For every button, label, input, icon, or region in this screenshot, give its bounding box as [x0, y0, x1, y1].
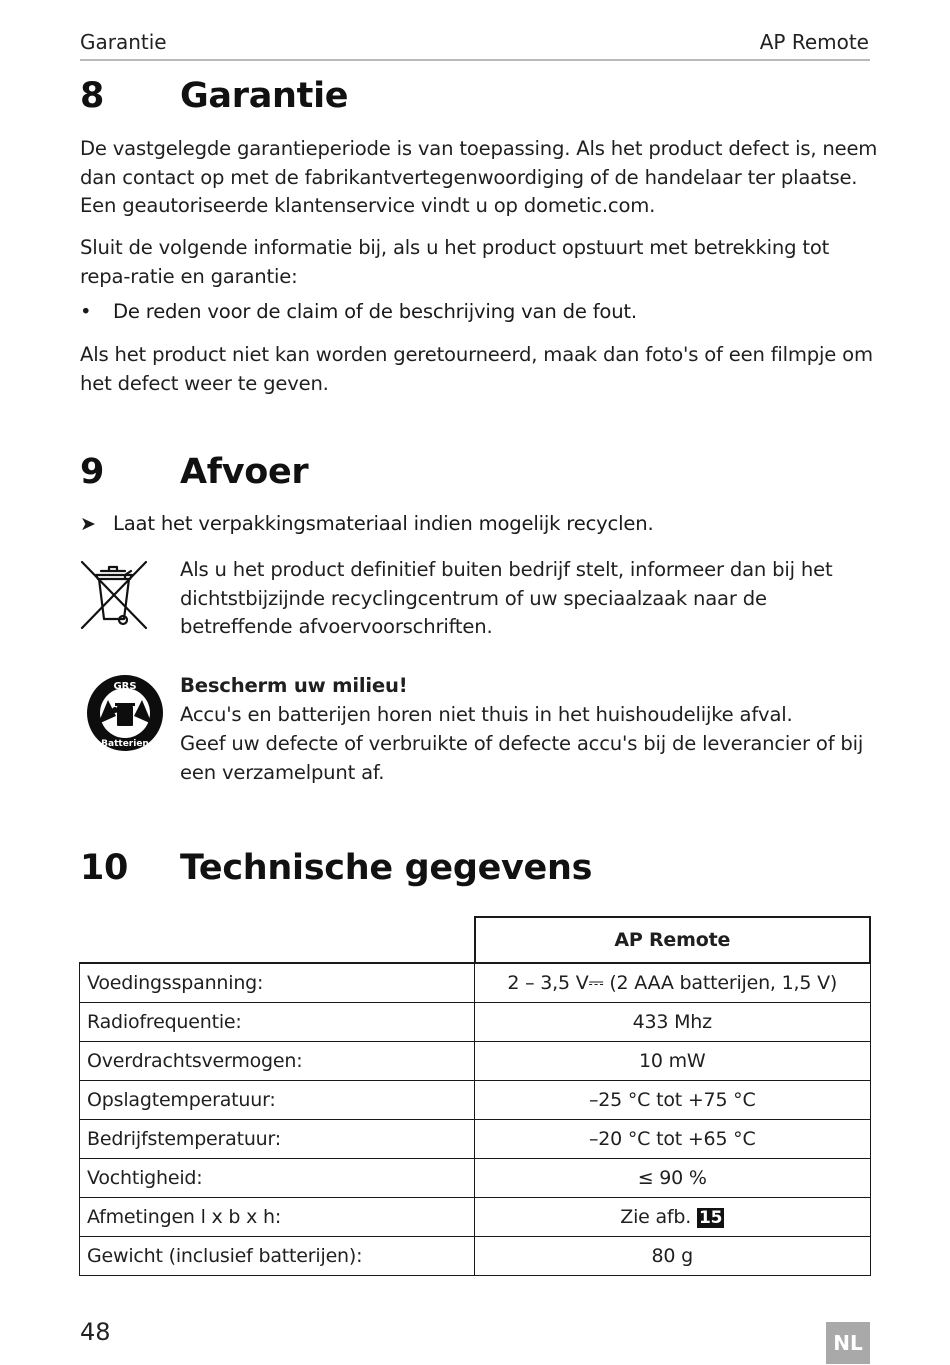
crossed-out-wheelie-bin-icon	[79, 559, 149, 631]
table-value: 433 Mhz	[475, 1003, 871, 1042]
table-value: –20 °C tot +65 °C	[475, 1120, 871, 1159]
table-value: ≤ 90 %	[475, 1159, 871, 1198]
table-row	[80, 1198, 871, 1237]
table-value: Zie afb.	[620, 1206, 692, 1228]
table-label: Overdrachtsvermogen:	[80, 1042, 475, 1081]
table-row	[80, 1120, 871, 1159]
table-row	[80, 1003, 871, 1042]
language-tab: NL	[826, 1322, 870, 1364]
instruction-item: Laat het verpakkingsmateriaal indien mogelijk recyclen.	[113, 512, 654, 535]
table-value-cell	[475, 1198, 871, 1237]
table-corner-cell	[80, 917, 475, 963]
table-label: Bedrijfstemperatuur:	[80, 1120, 475, 1159]
paragraph: De vastgelegde garantieperiode is van toepassing. Als het product defect is, neem dan contact op met de fabrikantvertegenwoordiging of de handelaar ter plaatse. Een geautoriseerde klantenservice vindt u op dometic.com.	[80, 137, 878, 217]
figure-reference-badge: 15	[698, 1208, 723, 1228]
table-row	[80, 1237, 871, 1276]
section-number: 10	[80, 848, 129, 888]
table-row	[80, 963, 871, 1003]
table-label: Voedingsspanning:	[80, 963, 475, 1003]
table-header-model: AP Remote	[475, 917, 871, 963]
paragraph: Als het product niet kan worden geretourneerd, maak dan foto's of een filmpje om het defect weer te geven.	[80, 343, 873, 395]
table-header-row	[80, 917, 871, 963]
table-value: 10 mW	[475, 1042, 871, 1081]
running-header-left: Garantie	[80, 30, 167, 54]
section-heading-afvoer	[80, 452, 870, 496]
bullet-item: De reden voor de claim of de beschrijving van de fout.	[113, 300, 637, 323]
table-row	[80, 1159, 871, 1198]
section-title: Garantie	[180, 76, 349, 116]
table-label: Gewicht (inclusief batterijen):	[80, 1237, 475, 1276]
arrow-marker: ➤	[80, 513, 96, 535]
table-row	[80, 1081, 871, 1120]
technical-data-table	[79, 916, 871, 1276]
paragraph: Sluit de volgende informatie bij, als u het product opstuurt met betrekking tot repa-ratie en garantie:	[80, 236, 830, 288]
grs-batterien-icon	[86, 674, 164, 752]
table-label: Radiofrequentie:	[80, 1003, 475, 1042]
section-title: Technische gegevens	[180, 848, 593, 888]
weee-text: Als u het product definitief buiten bedrijf stelt, informeer dan bij het dichtstbijzijnde recyclingcentrum of uw speciaalzaak naar de betreffende afvoervoorschriften.	[180, 558, 833, 638]
env-line: Geef uw defecte of verbruikte of defecte accu's bij de leverancier of bij een verzamelpunt af.	[180, 732, 864, 784]
table-label: Afmetingen l x b x h:	[80, 1198, 475, 1237]
table-label: Opslagtemperatuur:	[80, 1081, 475, 1120]
section-title: Afvoer	[180, 452, 309, 492]
grs-icon-top-text: GRS	[113, 681, 137, 692]
bullet-marker: •	[80, 300, 92, 323]
table-value: –25 °C tot +75 °C	[475, 1081, 871, 1120]
page-number: 48	[80, 1318, 111, 1346]
running-header-right: AP Remote	[759, 30, 869, 54]
grs-icon-bottom-text: Batterien	[101, 739, 149, 749]
env-line: Accu's en batterijen horen niet thuis in het huishoudelijke afval.	[180, 703, 793, 726]
section-heading-technische-gegevens	[80, 848, 870, 892]
table-label: Vochtigheid:	[80, 1159, 475, 1198]
section-number: 8	[80, 76, 105, 116]
header-rule	[80, 59, 870, 61]
env-title: Bescherm uw milieu!	[180, 674, 408, 697]
section-number: 9	[80, 452, 105, 492]
table-value: 80 g	[475, 1237, 871, 1276]
section-heading-garantie	[80, 76, 870, 120]
table-value: 2 – 3,5 V⎓ (2 AAA batterijen, 1,5 V)	[475, 963, 871, 1003]
table-row	[80, 1042, 871, 1081]
